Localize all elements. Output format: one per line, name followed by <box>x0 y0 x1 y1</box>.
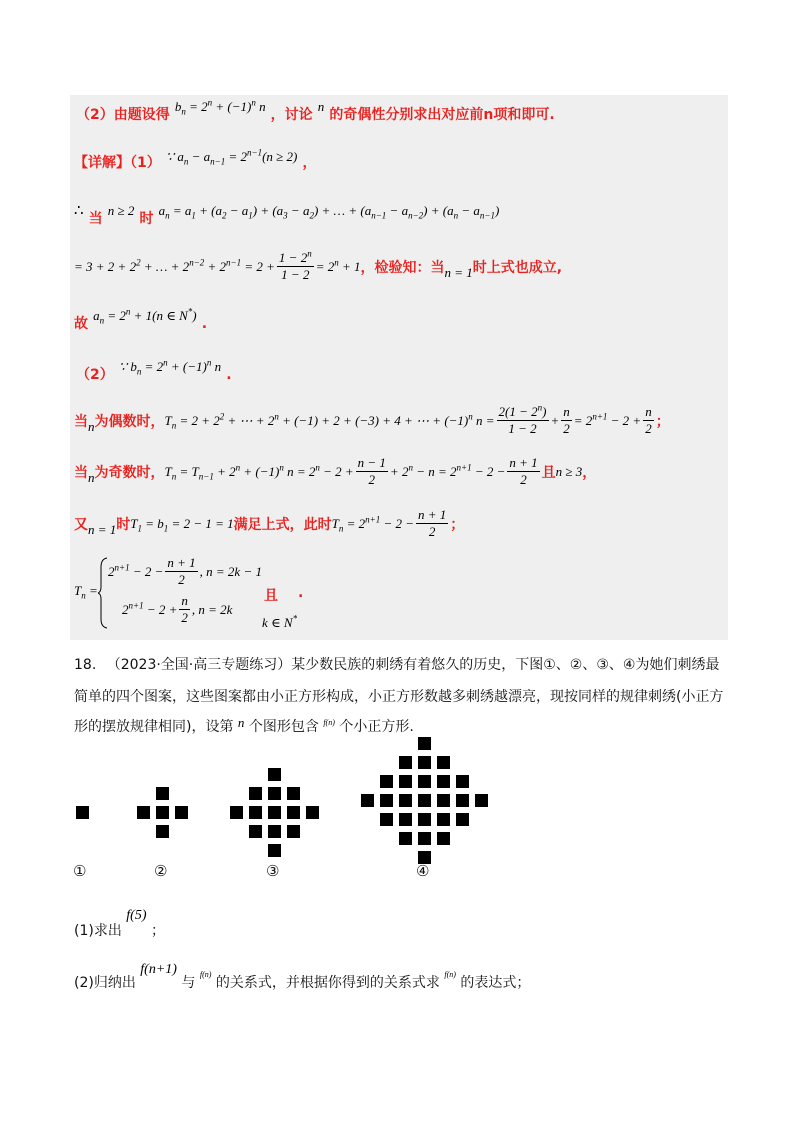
figure-4-square <box>399 832 412 845</box>
figure-4-square <box>418 737 431 750</box>
line2-label: 【详解】（1） <box>74 155 161 171</box>
piece2-den: 2 <box>181 610 188 625</box>
line8-n: n <box>88 469 95 485</box>
figure-3-square <box>249 825 262 838</box>
figure-4-square <box>475 794 488 807</box>
figure-2-square <box>156 806 169 819</box>
line1-prefix: （2）由题设得 <box>76 107 170 123</box>
q2-b: 与 <box>181 975 196 991</box>
solution-line-5 <box>74 305 208 332</box>
line9-f-den: 2 <box>428 524 436 539</box>
figure-4-square <box>399 775 412 788</box>
figure-4-square <box>399 794 412 807</box>
figure-3-square <box>268 768 281 781</box>
figure-4-square <box>437 832 450 845</box>
figure-4-square <box>456 775 469 788</box>
line5-dot: . <box>201 316 208 332</box>
line8-and: 且 <box>541 464 556 481</box>
figure-4-square <box>418 775 431 788</box>
piece2-fraction <box>179 593 190 626</box>
line1-var: n <box>317 99 325 114</box>
line7-f3-num: n <box>645 404 652 419</box>
figure-3-square <box>268 825 281 838</box>
figure-4-square <box>361 794 374 807</box>
figure-label-4: ④ <box>416 862 430 880</box>
figure-3-square <box>230 806 243 819</box>
figure-3-square <box>268 806 281 819</box>
line7-formula-b: = $2^{n+1} - 2$ + <box>573 411 642 428</box>
line4-n1: n = 1 <box>444 264 473 280</box>
problem-line-1 <box>74 654 719 674</box>
q2-f3: f(n) <box>444 970 456 979</box>
line5-gu: 故 <box>74 316 88 332</box>
line2-comma: ， <box>302 155 317 171</box>
solution-line-8 <box>74 455 596 488</box>
figure-4-square <box>380 794 393 807</box>
left-brace-icon <box>98 557 108 629</box>
figure-4-square <box>380 775 393 788</box>
figure-4-square <box>418 813 431 826</box>
problem-number: 18. <box>74 657 97 673</box>
line9-n1: n = 1 <box>88 521 117 537</box>
line7-fraction-3 <box>643 404 654 437</box>
problem-text-3-n: n <box>237 715 245 730</box>
line7-f3-den: 2 <box>645 421 652 436</box>
line7-fraction-2 <box>561 404 572 437</box>
line7-f1-den: 1 − 2 <box>508 421 537 436</box>
line4-frac-den: 1 − 2 <box>281 267 310 282</box>
line3-therefore: ∴ <box>74 203 84 219</box>
figure-2-square <box>175 806 188 819</box>
piece-k: k ∈ N* <box>262 613 298 630</box>
line8-fraction-2 <box>507 455 539 488</box>
piece2-b: , n = 2k <box>191 601 233 617</box>
figure-3-square <box>268 844 281 857</box>
line9-semi: ； <box>450 516 465 533</box>
figure-4-square <box>418 794 431 807</box>
solution-line-3 <box>74 200 500 227</box>
line8-f2-num: n + 1 <box>509 455 538 470</box>
figure-label-3: ③ <box>266 862 280 880</box>
figure-4-square <box>437 794 450 807</box>
piece2-a: $2^{n+1} - 2$ + <box>122 600 178 617</box>
line3-cond: n ≥ 2 <box>107 203 135 218</box>
line6-label: （2） <box>76 367 114 383</box>
line8-f1-num: n − 1 <box>357 455 386 470</box>
line4-formula-b: = $2^n + 1$ <box>315 257 361 274</box>
problem-text-3c: 个小正方形. <box>339 719 414 735</box>
line1-suffix: 的奇偶性分别求出对应前n项和即可. <box>329 107 555 123</box>
piece1-b: , n = 2k − 1 <box>199 563 262 579</box>
line8-odd: 为奇数时， <box>94 464 165 481</box>
line9-mid: 满足上式，此时 <box>233 516 332 533</box>
q2-f1: f(n+1) <box>140 962 177 977</box>
piece-and: 且 <box>264 588 278 604</box>
piece1-den: 2 <box>178 572 185 587</box>
problem-text-3-f: f(n) <box>323 718 335 727</box>
line5-formula: $a_n = 2^n + 1(n$ ∈ N*) <box>93 306 197 326</box>
figure-4-square <box>380 813 393 826</box>
piece1-fraction <box>165 555 197 588</box>
q1-a: (1)求出 <box>74 923 122 939</box>
line9-f-num: n + 1 <box>418 507 447 522</box>
q1-f: f(5) <box>126 908 147 923</box>
figure-3-square <box>287 825 300 838</box>
line7-fraction-1 <box>497 404 549 437</box>
figure-3-square <box>287 787 300 800</box>
figure-1-square <box>76 806 89 819</box>
figure-4-square <box>437 813 450 826</box>
figure-2-square <box>156 787 169 800</box>
line8-f2-den: 2 <box>520 472 527 487</box>
line4-formula-a: = $3 + 2 + 2^2$ + … + $2^{n-2} + 2^{n-1} = 2$ + <box>74 257 275 274</box>
line7-f2-num: n <box>563 404 570 419</box>
figure-label-2: ② <box>154 862 168 880</box>
solution-line-4 <box>74 250 562 283</box>
figure-4-square <box>437 775 450 788</box>
figure-2-square <box>137 806 150 819</box>
problem-line-3 <box>74 716 414 736</box>
line6-formula: ∵ $b_n = 2^n + (-1)^n$ n <box>118 357 222 377</box>
figure-label-1: ① <box>73 862 87 880</box>
line4-fraction <box>277 250 314 283</box>
line1-formula: bn = 2n + (−1)n n <box>174 97 266 117</box>
problem-text-1: （2023·全国·高三专题练习）某少数民族的刺绣有着悠久的历史，下图①、②、③、④为她们刺绣最 <box>106 657 720 673</box>
line9-you: 又 <box>74 516 88 533</box>
solution-line-1 <box>76 97 555 124</box>
question-1 <box>74 904 165 939</box>
figure-4-square <box>456 794 469 807</box>
line6-dot: . <box>226 367 232 383</box>
piece-lhs: $T_n$ = <box>74 583 98 601</box>
q2-d: 的表达式； <box>460 975 531 991</box>
figure-4-square <box>437 756 450 769</box>
figure-3-square <box>249 787 262 800</box>
line4-tail: 时上式也成立, <box>472 259 563 276</box>
piece-row-2 <box>122 593 232 626</box>
piece2-num: n <box>181 593 188 608</box>
q2-a: (2)归纳出 <box>74 975 136 991</box>
q2-c: 的关系式，并根据你得到的关系式求 <box>215 975 440 991</box>
line7-semi: ； <box>655 413 670 430</box>
line7-even: 为偶数时， <box>94 413 165 430</box>
problem-text-3b: 个图形包含 <box>248 719 319 735</box>
line9-shi: 时 <box>116 516 131 533</box>
line4-frac-num: $1 - 2^n$ <box>278 248 312 265</box>
figure-4-square <box>456 813 469 826</box>
solution-line-7 <box>74 404 670 437</box>
line9-formula-b: $T_n = 2^{n+1} - 2$ − <box>331 514 415 534</box>
line8-formula-a: $T_n = T_{n-1} + 2^n + (-1)^n$ $n = 2^n - 2$ + <box>164 462 354 482</box>
q2-f2: f(n) <box>199 970 212 979</box>
figure-4-square <box>418 756 431 769</box>
figure-4-square <box>399 813 412 826</box>
solution-line-6 <box>76 356 232 383</box>
figure-3-square <box>268 787 281 800</box>
line7-f2-den: 2 <box>563 421 570 436</box>
line9-fraction <box>416 507 448 540</box>
figure-2-square <box>156 825 169 838</box>
problem-text-2: 简单的四个图案，这些图案都由小正方形构成，小正方形数越多刺绣越漂亮，现按同样的规律刺绣(小正方 <box>74 689 724 705</box>
piece1-a: $2^{n+1} - 2$ − <box>108 562 164 579</box>
line9-formula: $T_1 = b_1 = 2 - 1 = 1$ <box>130 515 234 534</box>
figure-4-square <box>418 832 431 845</box>
line4-check: ，检验知：当 <box>360 259 445 276</box>
line8-f1-den: 2 <box>368 472 376 487</box>
line2-formula: ∵ an − an−1 = 2n−1(n ≥ 2) <box>165 147 298 167</box>
solution-line-9 <box>74 507 464 540</box>
line7-f1-num: $2(1 - 2^n)$ <box>498 402 547 419</box>
figure-3-square <box>287 806 300 819</box>
piece1-num: n + 1 <box>167 555 196 570</box>
figure-4-square <box>399 756 412 769</box>
q1-b: ； <box>150 923 165 939</box>
figure-3-square <box>306 806 319 819</box>
line3-shi: 时 <box>139 211 154 227</box>
line3-formula: $a_n = a_1 + (a_2 - a_1) + (a_3 - a_2)$ + … + $(a_{n-1} - a_{n-2}) + (a_n - a_{n-1})$ <box>158 203 500 221</box>
line8-cond: n ≥ 3 <box>555 463 583 479</box>
line7-n: n <box>88 418 95 434</box>
line3-when: 当 <box>88 211 103 227</box>
line8-fraction-1 <box>356 455 388 488</box>
solution-line-2 <box>74 147 317 172</box>
piece-dot: . <box>298 585 304 601</box>
line8-when: 当 <box>74 464 88 481</box>
piece-row-1 <box>108 555 262 588</box>
line7-formula-a: $T_n = 2 + 2^2$ + ⋯ + $2^n + (-1) + 2 + (-3) + 4$ + ⋯ + $(-1)^n$ n = <box>164 411 495 431</box>
problem-text-3a: 形的摆放规律相同)，设第 <box>74 719 234 735</box>
figure-3-square <box>249 806 262 819</box>
line1-mid: ，讨论 <box>270 107 313 123</box>
question-2 <box>74 958 531 991</box>
line8-comma: ， <box>582 464 597 481</box>
line8-formula-b: + $2^n - n = 2^{n+1} - 2$ − <box>389 462 506 479</box>
line7-when: 当 <box>74 413 88 430</box>
line7-plus: + <box>550 412 560 428</box>
